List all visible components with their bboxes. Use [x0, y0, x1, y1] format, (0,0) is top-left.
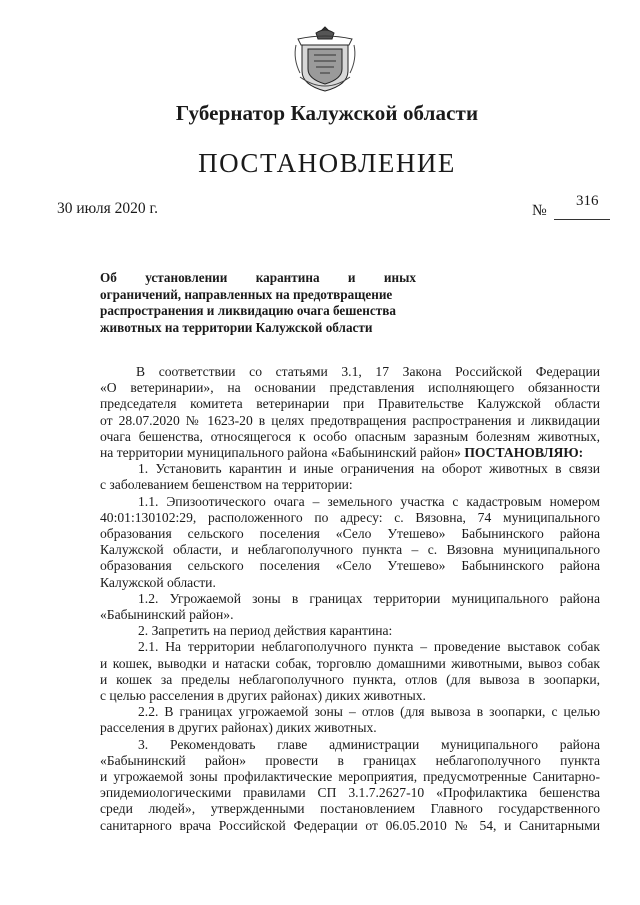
body-line: с заболеванием бешенством на территории:: [100, 477, 353, 493]
body-line: 1.2. Угрожаемой зоны в границах территории муниципального района: [138, 590, 600, 606]
body-line: 2.2. В границах угрожаемой зоны – отлов (для вывоза в зоопарки, с целью: [138, 704, 600, 720]
body-line: 1.1. Эпизоотического очага – земельного участка с кадастровым номером: [138, 493, 600, 509]
document-number: [532, 193, 612, 217]
number-underline: [554, 219, 610, 220]
body-line: очага бешенства, относящегося к особо опасным заразным болезням животных,: [100, 428, 600, 444]
body-line: [100, 445, 600, 461]
decree-word: ПОСТАНОВЛЯЮ:: [464, 445, 584, 461]
body-line: Калужской области.: [100, 574, 216, 590]
body-line: среди людей», утвержденными постановлением Главного государственного: [100, 801, 600, 817]
number-value: 316: [576, 193, 599, 209]
body-line: В соответствии со статьями 3.1, 17 Закона Российской Федерации: [136, 364, 600, 379]
issuing-authority: Губернатор Калужской области: [175, 101, 479, 125]
document-subject: [100, 270, 416, 336]
body-line: эпидемиологическими правилами СП 3.1.7.2627-10 «Профилактика бешенства: [100, 785, 600, 801]
document-type-title: ПОСТАНОВЛЕНИЕ: [198, 148, 456, 178]
subject-line: распространения и ликвидацию очага бешенства: [100, 303, 396, 318]
subject-line: животных на территории Калужской области: [100, 319, 373, 335]
coat-of-arms-icon: [292, 25, 358, 93]
body-line: 3. Рекомендовать главе администрации муниципального района: [138, 736, 600, 752]
body-line: расселения в других районах) диких животных.: [100, 720, 377, 736]
subject-line: ограничений, направленных на предотвращение: [100, 286, 393, 302]
body-line: председателя комитета ветеринарии при Правительстве Калужской области: [100, 396, 600, 412]
body-line: 2.1. На территории неблагополучного пункта – проведение выставок собак: [138, 639, 600, 655]
subject-line: Об установлении карантина и иных: [100, 270, 416, 285]
body-line: и кошек, выводки и натаски собак, торговлю домашними животными, вывоз собак: [100, 655, 600, 671]
body-line: образования сельского поселения «Село Утешево» Бабынинского района: [100, 526, 600, 542]
body-line: образования сельского поселения «Село Утешево» Бабынинского района: [100, 558, 600, 574]
body-line: с целью расселения в других районах) диких животных.: [100, 688, 426, 704]
body-line: и угрожаемой зоны профилактические мероприятия, предусмотренные Санитарно-: [100, 769, 600, 785]
preamble-end: на территории муниципального района «Бабынинский район»: [100, 445, 461, 461]
body-line: «О ветеринарии», на основании представления исполняющего обязанности: [100, 380, 600, 396]
body-line: 1. Установить карантин и иные ограничения на оборот животных в связи: [138, 461, 600, 477]
body-line: 2. Запретить на период действия карантина:: [138, 623, 393, 639]
body-line: от 28.07.2020 № 1623-20 в целях предотвращения распространения и ликвидации: [100, 412, 600, 428]
body-line: Калужской области, и неблагополучного пункта – с. Вязовна муниципального: [100, 542, 600, 558]
body-line: «Бабынинский район» провести в границах неблагополучного пункта: [100, 752, 600, 768]
body-line: «Бабынинский район».: [100, 607, 234, 623]
body-line: и кошек за пределы неблагополучного пункта, отлов (для вывоза в зоопарки,: [100, 671, 600, 687]
body-line: 40:01:130102:29, расположенного по адресу: с. Вязовна, 74 муниципального: [100, 509, 600, 525]
body-line: санитарного врача Российской Федерации от 06.05.2010 № 54, и Санитарными: [100, 817, 600, 833]
document-date: 30 июля 2020 г.: [57, 200, 158, 217]
document-body: [100, 364, 600, 834]
number-sign: №: [532, 202, 547, 219]
